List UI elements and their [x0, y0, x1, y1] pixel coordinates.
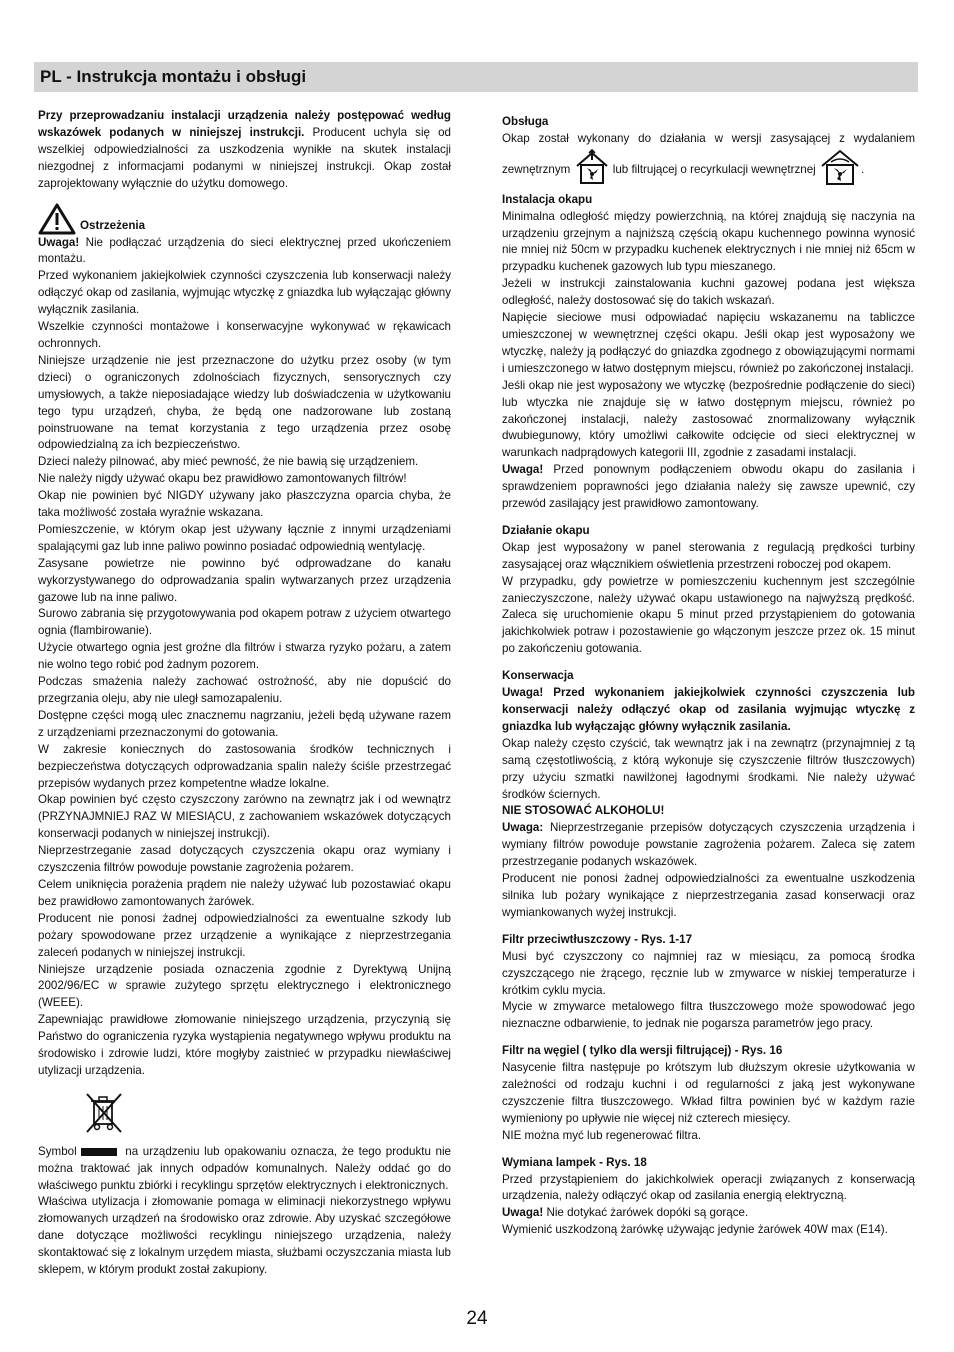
instalacja-text-rest: Przed ponownym podłączeniem obwodu okapu do zasilania i sprawdzeniem poprawności jego działania należy się zawsze upewnić, czy przewód zasilający jest prawidłowo zamontowany. [502, 463, 915, 511]
warning-text: Okap nie powinien być NIGDY używany jako płaszczyzna oparcia chyba, że taka możliwość została wyraźnie wskazana. [38, 489, 451, 520]
intro-bold: Przy przeprowadzaniu instalacji urządzenia należy postępować według wskazówek podanych w niniejszej instrukcji. [38, 109, 451, 139]
konserwacja-text [502, 820, 915, 871]
warning-bold: Uwaga! [38, 235, 80, 249]
section-header [34, 62, 918, 92]
instalacja-text: Napięcie sieciowe musi odpowiadać napięciu wskazanemu na tabliczce umieszczonej w wewnętrznej części okapu. Jeśli okap jest wyposażony we wtyczkę, należy ją podłączyć do gniazdka zgodnego z obowiązującymi normami i umieszczonego w łatwo dostępnym miejscu, również po zakończonej instalacji. [502, 311, 915, 375]
warning-triangle-icon [38, 203, 76, 235]
section-title-instalacja: Instalacja okapu [502, 192, 593, 206]
konserwacja-warning: Uwaga! Przed wykonaniem jakiejkolwiek czynności czyszczenia lub konserwacji należy odłączyć okap od zasilania wyjmując wtyczkę z gniazdka lub wyłączając główny wyłącznik zasilania. [502, 686, 915, 733]
warning-text: Wszelkie czynności montażowe i konserwacyjne wykonywać w rękawicach ochronnych. [38, 320, 451, 350]
symbol-text: na urządzeniu lub opakowaniu oznacza, że tego produktu nie można traktować jak innych odpadów komunalnych. Należy oddać go do właściwego punktu zbiórki i recyklingu sprzętów elektrycznych i elektronicznych. [38, 1144, 451, 1192]
intro-paragraph [38, 108, 451, 193]
symbol-label: Symbol [38, 1144, 77, 1158]
extraction-mode-icon [574, 149, 610, 191]
warning-text: Niniejsze urządzenie posiada oznaczenia zgodnie z Dyrektywą Unijną 2002/96/EC w sprawie zużytego sprzętu elektrycznego i elektronicznego (WEEE). [38, 962, 451, 1010]
warning-text: Dzieci należy pilnować, aby mieć pewność, że nie bawią się urządzeniem. [38, 455, 419, 469]
section-title-dzialanie: Działanie okapu [502, 523, 590, 537]
warning-text: Surowo zabrania się przygotowywania pod okapem potraw z użyciem otwartego ognia (flambirowanie). [38, 607, 451, 638]
right-column [502, 114, 915, 1239]
warning-text: Nie należy nigdy używać okapu bez prawidłowo zamontowanych filtrów! [38, 472, 407, 486]
left-column [38, 108, 451, 1279]
section-title-konserwacja: Konserwacja [502, 669, 574, 683]
warning-text: Okap powinien być często czyszczony zarówno na zewnątrz jak i od wewnątrz (PRZYNAJMNIEJ RAZ W MIESIĄCU, z zachowaniem wskazówek dotyczących konserwacji podanych w niniejszej instrukcji). [38, 793, 451, 841]
warning-text: Zapewniając prawidłowe złomowanie niniejszego urządzenia, przyczynią się Państwo do ograniczenia ryzyka wystąpienia negatywnego wpływu produktu na środowisko i zdrowie ludzi, które mogłyby zaistnieć w przypadku niewłaściwej utylizacji urządzenia. [38, 1013, 451, 1077]
warning-text: Celem uniknięcia porażenia prądem nie należy używać lub pozostawiać okapu bez prawidłowo zamontowanych żarówek. [38, 877, 451, 908]
warning-text: W zakresie koniecznych do zastosowania środków technicznych i bezpieczeństwa dotyczących odprowadzania spalin należy ściśle przestrzegać przepisów wydanych przez kompetentne władze lokalne. [38, 742, 451, 790]
dzialanie-text: Okap jest wyposażony w panel sterowania z regulacją prędkości turbiny zasysającej oraz włącznikiem oświetlenia przestrzeni roboczej pod okapem. [502, 540, 915, 571]
warning-text: Niniejsze urządzenie nie jest przeznaczone do użytku przez osoby (w tym dzieci) o ograniczonych zdolnościach fizycznych, sensorycznych czy umysłowych, a także nieposiadające wiedzy lub doświadczenia w użytkowaniu tego typu urządzeń, chyba, że będą one nadzorowane lub zostaną poinstruowane na temat korzystania z tego urządzenia przez osobę odpowiedzialną za ich bezpieczeństwo. [38, 353, 451, 452]
filtr-text: Musi być czyszczony co najmniej raz w miesiącu, za pomocą środka czyszczącego nie żrącego, ręcznie lub w zmywarce w niskiej temperaturze i krótkim cyklu mycia. [502, 949, 915, 997]
section-title-lampki: Wymiana lampek - Rys. 18 [502, 1155, 647, 1169]
wegiel-text: NIE można myć lub regenerować filtra. [502, 1128, 702, 1142]
warning-text: Podczas smażenia należy zachować ostrożność, aby nie dopuścić do przegrzania oleju, aby nie uległ samozapaleniu. [38, 675, 451, 705]
warning-text [38, 235, 451, 269]
lampki-text-rest: Nie dotykać żarówek dopóki są gorące. [543, 1206, 749, 1220]
warnings-heading [38, 203, 451, 235]
instalacja-text [502, 462, 915, 513]
section-title-obsluga: Obsługa [502, 115, 549, 128]
lampki-text [502, 1205, 915, 1222]
obsluga-text: . [860, 162, 865, 176]
lampki-bold: Uwaga! [502, 1206, 544, 1220]
instalacja-text: Jeżeli w instrukcji zainstalowania kuchni gazowej podana jest większa odległość, należy dostosować się do takich wskazań. [502, 277, 915, 308]
section-title-wegiel: Filtr na węgiel ( tylko dla wersji filtrującej) - Rys. 16 [502, 1044, 783, 1058]
weee-bin-icon [82, 1090, 451, 1140]
filtr-text: Mycie w zmywarce metalowego filtra tłuszczowego może spowodować jego nieznaczne odbarwienie, to jednak nie pogarsza parametrów jego pracy. [502, 1000, 915, 1031]
weee-symbol-paragraph [38, 1144, 451, 1195]
instalacja-text: Minimalna odległość między powierzchnią, na której znajdują się naczynia na urządzeniu grzejnym a najniższą częścią okapu kuchennego powinna wynosić nie mniej niż 50cm w przypadku kuchenek elektrycznych i nie mniej niż 65cm w przypadku kuchenek gazowych lub typu mieszanego. [502, 209, 915, 274]
page-title: PL - Instrukcja montażu i obsługi [40, 67, 307, 86]
warning-text: Przed wykonaniem jakiejkolwiek czynności czyszczenia lub konserwacji należy odłączyć okap od zasilania, wyjmując wtyczkę z gniazdka lub wyłączając główny wyłącznik zasilania. [38, 269, 451, 317]
black-bar-icon [81, 1148, 117, 1156]
obsluga-text: Okap został wykonany do działania w wersji zasysającej z wydalaniem zewnętrznym [502, 131, 915, 176]
konserwacja-text: Okap należy często czyścić, tak wewnątrz jak i na zewnątrz (przynajmniej z tą samą częstotliwością, z którą wykonuje się czyszczenie filtrów tłuszczowych) przy użyciu szmatki nawilżonej łagodnymi środkami. Nie należy używać środków ściernych. [502, 736, 915, 801]
konserwacja-bold: Uwaga: [502, 821, 544, 835]
obsluga-text: lub filtrującej o recyrkulacji wewnętrznej [609, 162, 819, 176]
warnings-title: Ostrzeżenia [80, 218, 146, 232]
warning-text: Użycie otwartego ognia jest groźne dla filtrów i stwarza ryzyko pożaru, a zatem nie wolno tego robić pod żadnym pozorem. [38, 641, 451, 672]
instalacja-text: Jeśli okap nie jest wyposażony we wtyczkę (bezpośrednie podłączenie do sieci) lub wtyczka nie znajduje się w łatwo dostępnym miejscu, również po zakończonej instalacji, należy zastosować znormalizowany wyłącznik dwubiegunowy, który umożliwi całkowite odcięcie od sieci elektrycznej w warunkach nadprądowych kategorii III, zgodnie z zasadami instalacji. [502, 378, 915, 460]
konserwacja-text: Producent nie ponosi żadnej odpowiedzialności za ewentualne uszkodzenia silnika lub pożary wynikające z nieprzestrzegania zasad konserwacji oraz wymiankowanych wyżej instrukcji. [502, 872, 915, 919]
warning-text: Pomieszczenie, w którym okap jest używany łącznie z innymi urządzeniami spalającymi gaz lub inne paliwo powinno posiadać odpowiednią wentylację. [38, 522, 451, 553]
warning-text-rest: Nie podłączać urządzenia do sieci elektrycznej przed ukończeniem montażu. [38, 235, 451, 266]
obsluga-paragraph [502, 131, 915, 192]
konserwacja-text-rest: Nieprzestrzeganie przepisów dotyczących czyszczenia urządzenia i wymiany filtrów powoduje powstanie zagrożenia pożarem. Zaleca się zatem przestrzeganie podanych wskazówek. [502, 821, 915, 869]
recirculation-mode-icon [819, 148, 861, 192]
wegiel-text: Nasycenie filtra następuje po krótszym lub dłuższym okresie użytkowania w zależności od rodzaju kuchni i od regularności z jaką jest wykonywane czyszczenie filtra tłuszczowego. Wkład filtra powinien być w każdym razie wymieniony po upływie nie więcej niż czterech miesięcy. [502, 1061, 915, 1125]
warning-text: Dostępne części mogą ulec znacznemu nagrzaniu, jeżeli będą używane razem z urządzeniami przeznaczonymi do gotowania. [38, 708, 451, 739]
intro-text: Producent uchyla się od wszelkiej odpowiedzialności za uszkodzenia wynikłe na skutek instalacji niezgodnej z informacjami podanymi w niniejszej instrukcji. Okap został zaprojektowany wyłącznie do użytku domowego. [38, 125, 452, 190]
warning-text: Właściwa utylizacja i złomowanie pomaga w eliminacji niekorzystnego wpływu złomowanych urządzeń na środowisko oraz zdrowie. Aby uzyskać szczegółowe dane dotyczące możliwości recyklingu niniejszego urządzenia, należy skontaktować się z lokalnym urzędem miasta, służbami oczyszczania miasta lub sklepem, w którym produkt został zakupiony. [38, 1195, 451, 1277]
dzialanie-text: W przypadku, gdy powietrze w pomieszczeniu kuchennym jest szczególnie zanieczyszczone, należy używać okapu ustawionego na najwyższą prędkość. Zaleca się uruchomienie okapu 5 minut przed przystąpieniem do gotowania jakichkolwiek potraw i pozostawienie go włączonym jeszcze przez ok. 15 minut po zakończeniu gotowania. [502, 574, 915, 656]
lampki-text: Przed przystąpieniem do jakichkolwiek operacji związanych z konserwacją urządzenia, należy odłączyć okap od zasilania energią elektryczną. [502, 1172, 915, 1203]
instalacja-bold: Uwaga! [502, 463, 544, 477]
konserwacja-alcohol: NIE STOSOWAĆ ALKOHOLU! [502, 804, 665, 818]
page-number: 24 [466, 1308, 488, 1329]
warning-text: Zasysane powietrze nie powinno być odprowadzane do kanału wykorzystywanego do odprowadzania spalin wytwarzanych przez urządzenia gazowe lub na inne paliwo. [38, 556, 451, 604]
warning-text: Producent nie ponosi żadnej odpowiedzialności za ewentualne szkody lub pożary spowodowane przez urządzenie a wynikające z nieprzestrzegania zaleceń podanych w niniejszej instrukcji. [38, 911, 451, 959]
section-title-filtr: Filtr przeciwtłuszczowy - Rys. 1-17 [502, 932, 693, 946]
warning-text: Nieprzestrzeganie zasad dotyczących czyszczenia okapu oraz wymiany i czyszczenia filtrów powoduje powstanie zagrożenia pożarem. [38, 844, 451, 875]
lampki-text: Wymienić uszkodzoną żarówkę używając jedynie żarówek 40W max (E14). [502, 1223, 888, 1237]
